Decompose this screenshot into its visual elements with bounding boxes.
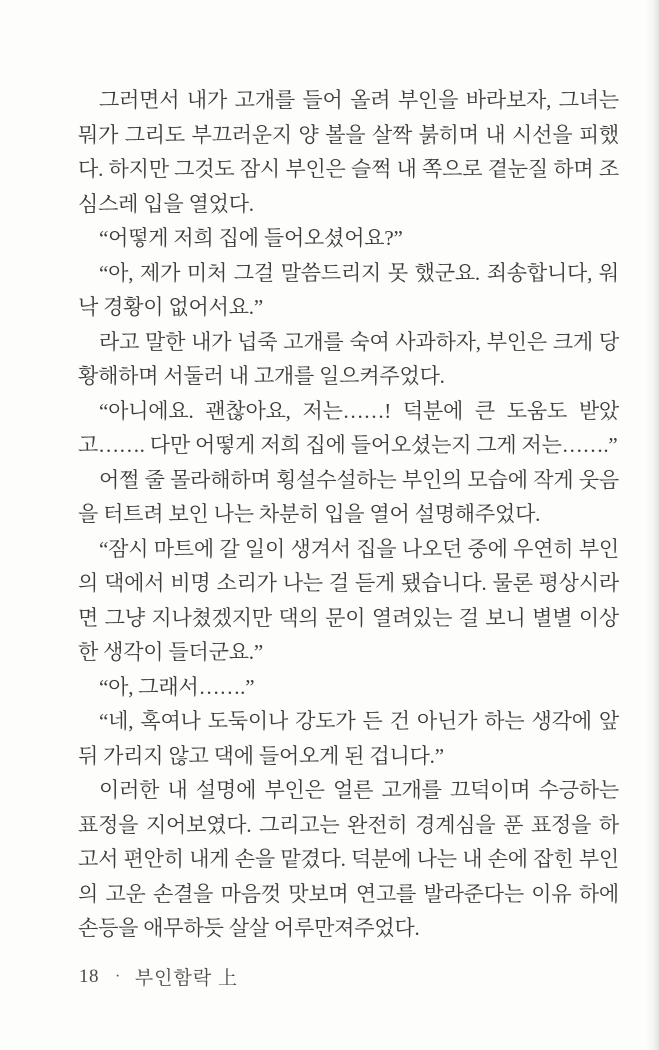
book-title: 부인함락 上 bbox=[134, 968, 238, 989]
paragraph-dialogue: “어떻게 저희 집에 들어오셨어요?” bbox=[99, 226, 403, 250]
paragraph-dialogue: “네, 혹여나 도둑이나 강도가 든 건 아닌가 하는 생각에 앞뒤 가리지 않고 댁에 들어오게 된 겁니다.” bbox=[78, 709, 619, 768]
paragraph-dialogue: “아니에요. 괜찮아요, 저는……! 덕분에 큰 도움도 받았고……. 다만 어떻게 저희 집에 들어오셨는지 그게 저는…….” bbox=[78, 398, 619, 457]
paragraph-dialogue: “잠시 마트에 갈 일이 생겨서 집을 나오던 중에 우연히 부인의 댁에서 비명 소리가 나는 걸 듣게 됐습니다. 물론 평상시라면 그냥 지나쳤겠지만 댁의 문이 열려있는 걸 보니 별별 이상한 생각이 들더군요.” bbox=[78, 536, 619, 664]
page-edge-shadow bbox=[645, 0, 659, 1050]
paragraph-narration: 라고 말한 내가 넙죽 고개를 숙여 사과하자, 부인은 크게 당황해하며 서둘러 내 고개를 일으켜주었다. bbox=[78, 329, 619, 388]
footer-separator-dot: · bbox=[115, 967, 121, 985]
paragraph-dialogue: “아, 제가 미처 그걸 말씀드리지 못 했군요. 죄송합니다, 워낙 경황이 없어서요.” bbox=[78, 260, 619, 319]
paragraph-narration: 어쩔 줄 몰라해하며 횡설수설하는 부인의 모습에 작게 웃음을 터트려 보인 나는 차분히 입을 열어 설명해주었다. bbox=[78, 467, 619, 526]
text-block bbox=[78, 83, 619, 946]
paragraph-narration: 이러한 내 설명에 부인은 얼른 고개를 끄덕이며 수긍하는 표정을 지어보였다. 그리고는 완전히 경계심을 푼 표정을 하고서 편안히 내게 손을 맡겼다. 덕분에 나는 내 손에 잡힌 부인의 고운 손결을 마음껏 맛보며 연고를 발라준다는 이유 하에 손등을 애무하듯 살살 어루만져주었다. bbox=[78, 778, 619, 940]
page-footer bbox=[79, 963, 238, 990]
paragraph-narration: 그러면서 내가 고개를 들어 올려 부인을 바라보자, 그녀는 뭐가 그리도 부끄러운지 양 볼을 살짝 붉히며 내 시선을 피했다. 하지만 그것도 잠시 부인은 슬쩍 내 쪽으로 곁눈질 하며 조심스레 입을 열었다. bbox=[78, 88, 619, 216]
paragraph-dialogue: “아, 그래서…….” bbox=[99, 674, 255, 699]
page-number: 18 bbox=[79, 965, 99, 987]
